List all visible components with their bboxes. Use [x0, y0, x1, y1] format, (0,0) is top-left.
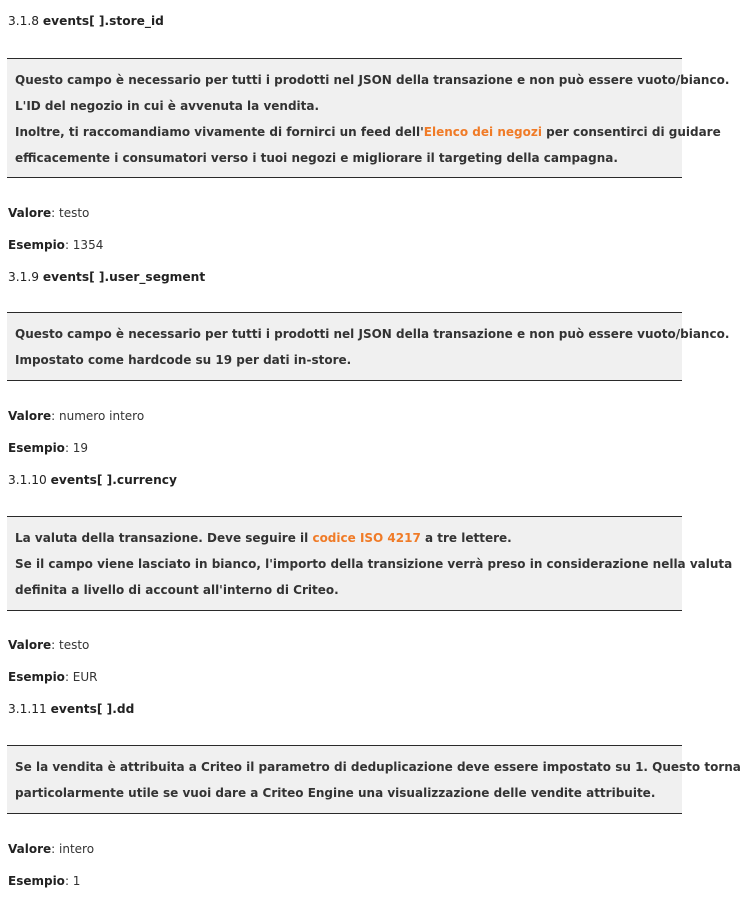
- note-line: Questo campo è necessario per tutti i prodotti nel JSON della transazione e non può essere vuoto/bianco.: [15, 73, 730, 87]
- value-row-user-segment: Valore: numero intero: [8, 409, 145, 423]
- note-line: Questo campo è necessario per tutti i prodotti nel JSON della transazione e non può essere vuoto/bianco.: [15, 327, 730, 341]
- section-heading-currency: 3.1.10 events[ ].currency: [8, 473, 177, 487]
- note-line: Impostato come hardcode su 19 per dati in-store.: [15, 353, 352, 367]
- store-list-link[interactable]: Elenco dei negozi: [423, 125, 542, 139]
- example-row-store-id: Esempio: 1354: [8, 238, 104, 252]
- section-heading-user-segment: 3.1.9 events[ ].user_segment: [8, 270, 206, 284]
- example-row-user-segment: Esempio: 19: [8, 441, 89, 455]
- note-line: Se il campo viene lasciato in bianco, l'importo della transizione verrà preso in considerazione nella valuta: [15, 557, 733, 571]
- note-line: La valuta della transazione. Deve seguire il codice ISO 4217 a tre lettere.: [15, 531, 512, 545]
- note-box-store-id: [7, 58, 730, 178]
- value-row-store-id: Valore: testo: [8, 206, 90, 220]
- iso-4217-link[interactable]: codice ISO 4217: [312, 531, 421, 545]
- section-heading-store-id: 3.1.8 events[ ].store_id: [8, 14, 164, 28]
- note-box-user-segment: [7, 312, 730, 381]
- value-row-currency: Valore: testo: [8, 638, 90, 652]
- note-line: particolarmente utile se vuoi dare a Criteo Engine una visualizzazione delle vendite attribuite.: [15, 786, 656, 800]
- example-row-dd: Esempio: 1: [8, 874, 81, 888]
- example-row-currency: Esempio: EUR: [8, 670, 98, 684]
- value-row-dd: Valore: intero: [8, 842, 95, 856]
- note-line: efficacemente i consumatori verso i tuoi negozi e migliorare il targeting della campagna.: [15, 151, 618, 165]
- note-box-currency: [7, 516, 733, 611]
- note-box-dd: [7, 745, 741, 814]
- note-line: definita a livello di account all'interno di Criteo.: [15, 583, 339, 597]
- section-heading-dd: 3.1.11 events[ ].dd: [8, 702, 135, 716]
- note-line: Se la vendita è attribuita a Criteo il parametro di deduplicazione deve essere impostato su 1. Questo torna: [15, 760, 741, 774]
- note-line: L'ID del negozio in cui è avvenuta la vendita.: [15, 99, 320, 113]
- note-line: Inoltre, ti raccomandiamo vivamente di fornirci un feed dell'Elenco dei negozi per consentirci di guidare: [15, 125, 721, 139]
